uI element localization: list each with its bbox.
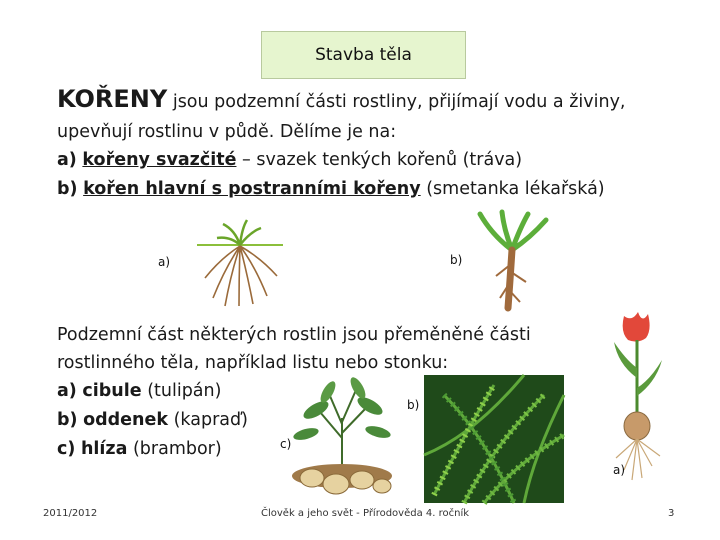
underground-item-c <box>57 438 222 460</box>
underground-item-c-rest: (brambor) <box>127 439 222 459</box>
underground-item-c-term: hlíza <box>80 439 128 459</box>
roots-heading-line <box>57 85 626 113</box>
roots-item-b-rest: (smetanka lékařská) <box>420 179 605 199</box>
footer-center: Člověk a jeho svět - Přírodověda 4. ročník <box>261 508 470 519</box>
underground-item-b-term: oddenek <box>83 410 169 430</box>
roots-item-a <box>57 149 522 171</box>
fern-label: b) <box>407 398 420 412</box>
roots-item-b-term: kořen hlavní s postranními kořeny <box>83 179 421 199</box>
underground-item-c-marker: c) <box>57 439 76 459</box>
roots-item-b <box>57 178 605 200</box>
underground-item-b-rest: (kapraď) <box>168 410 248 430</box>
potato-plant-image <box>286 378 398 500</box>
taproot-image <box>472 210 552 310</box>
roots-heading-rest: jsou podzemní části rostliny, přijímají vodu a živiny, <box>167 92 626 112</box>
underground-item-a-marker: a) <box>57 381 77 401</box>
fibrous-roots-label: a) <box>158 255 171 269</box>
fibrous-roots-image <box>195 218 285 308</box>
underground-line-1: Podzemní část některých rostlin jsou přeměněné části <box>57 325 531 345</box>
slide-title: Stavba těla <box>315 45 412 65</box>
underground-item-b-marker: b) <box>57 410 78 430</box>
taproot-label: b) <box>450 253 463 267</box>
footer-year: 2011/2012 <box>43 508 98 519</box>
tulip-label: a) <box>613 463 626 477</box>
underground-line-2: rostlinného těla, například listu nebo stonku: <box>57 353 449 373</box>
underground-item-b <box>57 409 248 431</box>
underground-item-a <box>57 380 221 402</box>
roots-line-2: upevňují rostlinu v půdě. Dělíme je na: <box>57 122 397 142</box>
underground-item-a-term: cibule <box>82 381 142 401</box>
fern-photo <box>424 375 564 503</box>
roots-item-a-marker: a) <box>57 150 77 170</box>
roots-item-a-rest: – svazek tenkých kořenů (tráva) <box>236 150 523 170</box>
underground-item-a-rest: (tulipán) <box>141 381 222 401</box>
slide-title-box <box>261 31 466 79</box>
potato-label: c) <box>280 437 292 451</box>
roots-item-b-marker: b) <box>57 179 78 199</box>
roots-item-a-term: kořeny svazčité <box>82 150 237 170</box>
footer-page-number: 3 <box>668 508 675 519</box>
roots-heading-word: KOŘENY <box>57 85 168 113</box>
tulip-image <box>606 308 668 484</box>
